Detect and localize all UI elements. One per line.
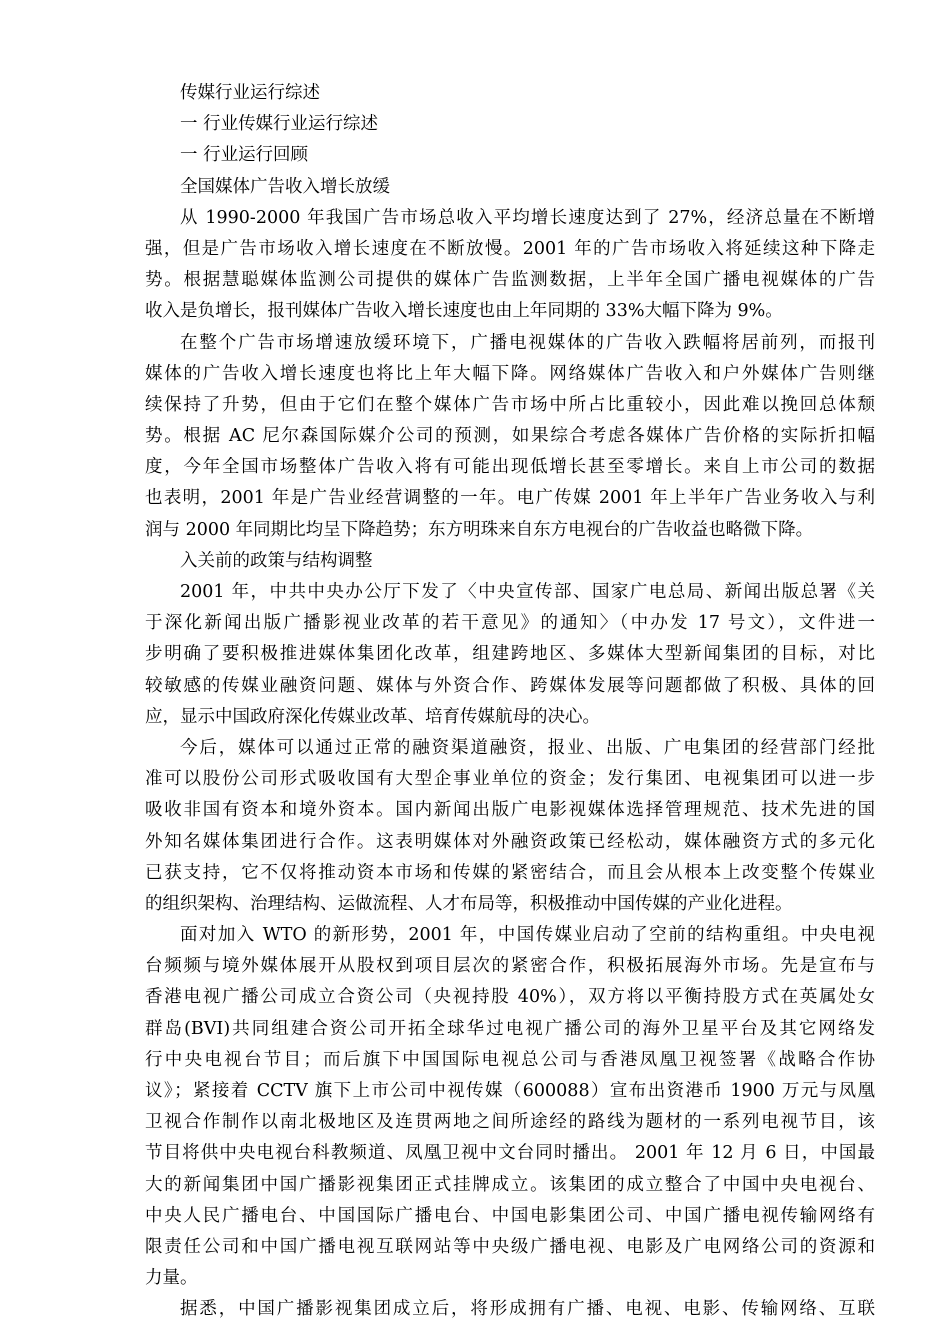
paragraph-line: 面对加入 WTO 的新形势，2001 年，中国传媒业启动了空前的结构重组。中央电视 [180, 925, 875, 946]
paragraph-line: 2001 年，中共中央办公厅下发了〈中央宣传部、国家广电总局、新闻出版总署《关 [180, 582, 875, 602]
paragraph-line: 群岛(BVI)共同组建合资公司开拓全球华过电视广播公司的海外卫星平台及其它网络发 [145, 1018, 875, 1039]
paragraph-line: 从 1990-2000 年我国广告市场总收入平均增长速度达到了 27%，经济总量在不断增 [180, 207, 875, 228]
paragraph-line: 台频频与境外媒体展开从股权到项目层次的紧密合作，积极拓展海外市场。先是宣布与 [145, 956, 875, 977]
paragraph-line: 已获支持，它不仅将推动资本市场和传媒的紧密结合，而且会从根本上改变整个传媒业 [145, 862, 875, 883]
paragraph-line: 也表明，2001 年是广告业经营调整的一年。电广传媒 2001 年上半年广告业务收入与利 [145, 488, 875, 509]
paragraph-line: 议》；紧接着 CCTV 旗下上市公司中视传媒（600088）宣布出资港币 1900 万元与凤凰 [145, 1081, 875, 1101]
paragraph-line: 的组织架构、治理结构、运做流程、人才布局等，积极推动中国传媒的产业化进程。 [145, 893, 793, 914]
document-title: 传媒行业运行综述 [180, 83, 320, 103]
section-heading-industry-overview: 一 行业传媒行业运行综述 [180, 114, 379, 135]
paragraph-line: 力量。 [145, 1268, 198, 1289]
paragraph-line: 中央人民广播电台、中国国际广播电台、中国电影集团公司、中国广播电视传输网络有 [145, 1205, 875, 1226]
document-page [145, 78, 875, 1326]
paragraph-wto-restructuring [145, 920, 875, 1294]
paragraph-line: 应，显示中国政府深化传媒业改革、培育传媒航母的决心。 [145, 706, 600, 727]
paragraph-line: 强，但是广告市场收入增长速度在不断放慢。2001 年的广告市场收入将延续这种下降走 [145, 238, 875, 259]
paragraph-line: 于深化新闻出版广播影视业改革的若干意见》的通知〉（中办发 17 号文），文件进一 [145, 613, 875, 634]
paragraph-ad-market-growth [145, 203, 875, 328]
paragraph-group-outlook [145, 1294, 875, 1325]
paragraph-line: 步明确了要积极推进媒体集团化改革，组建跨地区、多媒体大型新闻集团的目标，对比 [145, 644, 875, 665]
paragraph-ad-slowdown [145, 328, 875, 546]
paragraph-line: 在整个广告市场增速放缓环境下，广播电视媒体的广告收入跌幅将居前列，而报刊 [180, 332, 875, 353]
paragraph-line: 较敏感的传媒业融资问题、媒体与外资合作、跨媒体发展等问题都做了积极、具体的回 [145, 675, 875, 696]
paragraph-line: 外知名媒体集团进行合作。这表明媒体对外融资政策已经松动，媒体融资方式的多元化 [145, 831, 875, 852]
section-heading-ad-revenue: 全国媒体广告收入增长放缓 [180, 176, 390, 197]
paragraph-line: 据悉，中国广播影视集团成立后，将形成拥有广播、电视、电影、传输网络、互联 [180, 1299, 875, 1320]
paragraph-line: 势。根据慧聪媒体监测公司提供的媒体广告监测数据，上半年全国广播电视媒体的广告 [145, 270, 875, 291]
paragraph-line: 润与 2000 年同期比均呈下降趋势；东方明珠来自东方电视台的广告收益也略微下降。 [145, 519, 814, 540]
section-heading-review: 一 行业运行回顾 [180, 145, 309, 166]
paragraph-line: 香港电视广播公司成立合资公司（央视持股 40%），双方将以平衡持股方式在英属处女 [145, 987, 875, 1008]
paragraph-line: 媒体的广告收入增长速度也将比上年大幅下降。网络媒体广告收入和户外媒体广告则继 [145, 363, 875, 384]
section-heading-policy: 入关前的政策与结构调整 [180, 550, 373, 571]
paragraph-line: 势。根据 AC 尼尔森国际媒介公司的预测，如果综合考虑各媒体广告价格的实际折扣幅 [145, 426, 875, 447]
paragraph-line: 行中央电视台节目；而后旗下中国国际电视总公司与香港凤凰卫视签署《战略合作协 [145, 1049, 875, 1070]
paragraph-line: 节目将供中央电视台科教频道、凤凰卫视中文台同时播出。 2001 年 12 月 6 日，中国最 [145, 1143, 875, 1164]
paragraph-line: 收入是负增长，报刊媒体广告收入增长速度也由上年同期的 33%大幅下降为 9%。 [145, 301, 783, 322]
paragraph-line: 续保持了升势，但由于它们在整个媒体广告市场中所占比重较小，因此难以挽回总体颓 [145, 394, 875, 415]
paragraph-line: 吸收非国有资本和境外资本。国内新闻出版广电影视媒体选择管理规范、技术先进的国 [145, 800, 875, 821]
paragraph-line: 限责任公司和中国广播电视互联网站等中央级广播电视、电影及广电网络公司的资源和 [145, 1236, 875, 1257]
paragraph-financing [145, 733, 875, 920]
paragraph-policy-document [145, 577, 875, 733]
paragraph-line: 度，今年全国市场整体广告收入将有可能出现低增长甚至零增长。来自上市公司的数据 [145, 457, 875, 478]
paragraph-line: 大的新闻集团中国广播影视集团正式挂牌成立。该集团的成立整合了中国中央电视台、 [145, 1174, 875, 1195]
paragraph-line: 卫视合作制作以南北极地区及连贯两地之间所途经的路线为题材的一系列电视节目，该 [145, 1112, 875, 1133]
paragraph-line: 准可以股份公司形式吸收国有大型企事业单位的资金；发行集团、电视集团可以进一步 [145, 769, 875, 790]
paragraph-line: 今后，媒体可以通过正常的融资渠道融资，报业、出版、广电集团的经营部门经批 [180, 737, 875, 758]
